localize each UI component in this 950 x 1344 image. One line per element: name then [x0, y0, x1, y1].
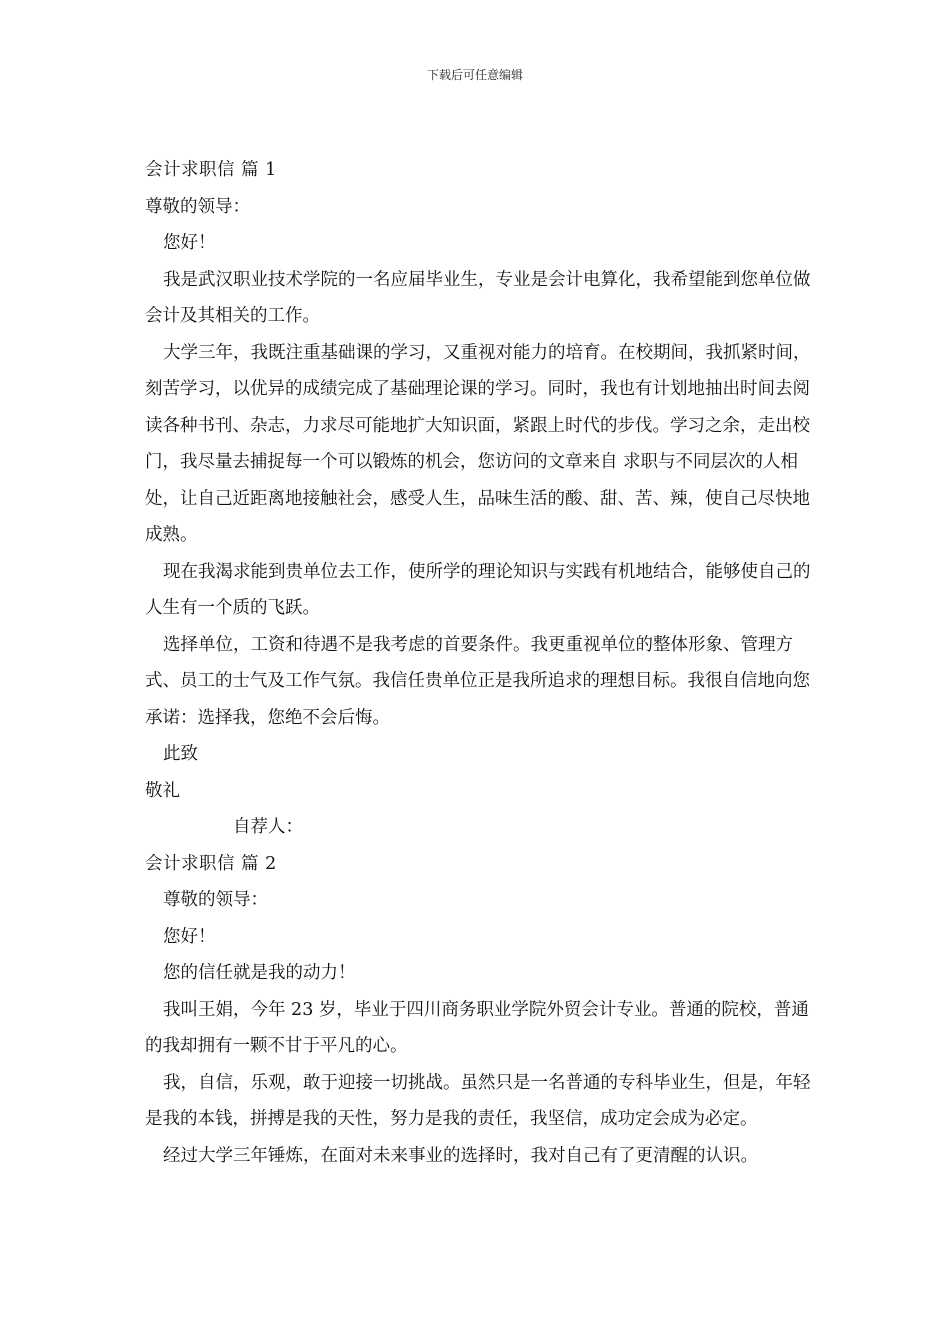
- letter2-paragraph-4: 经过大学三年锤炼，在面对未来事业的选择时，我对自己有了更清醒的认识。: [163, 1145, 758, 1166]
- letter1-salutation: 尊敬的领导：: [145, 196, 250, 217]
- letter2-title: 会计求职信 篇 2: [145, 853, 277, 874]
- document-body: [145, 152, 825, 1174]
- letter1-greeting: 您好！: [163, 233, 216, 253]
- letter1-paragraph-2: 大学三年，我既注重基础课的学习，又重视对能力的培育。在校期间，我抓紧时间，刻苦学习，以优异的成绩完成了基础理论课的学习。同时，我也有计划地抽出时间去阅读各种书刊、杂志，力求尽可能地扩大知识面，紧跟上时代的步伐。学习之余，走出校门，我尽量去捕捉每一个可以锻炼的机会，您访问的文章来自 求职与不同层次的人相处，让自己近距离地接触社会，感受人生，品味生活的酸、甜、苦、辣，使自己尽快地成熟。: [145, 342, 811, 545]
- letter1-paragraph-1: 我是武汉职业技术学院的一名应届毕业生，专业是会计电算化，我希望能到您单位做会计及其相关的工作。: [145, 269, 811, 326]
- letter1-closing-1: 此致: [163, 744, 198, 764]
- letter1-closing-2: 敬礼: [145, 780, 180, 801]
- letter2-paragraph-1: 您的信任就是我的动力！: [163, 963, 356, 983]
- letter2-salutation: 尊敬的领导：: [163, 890, 268, 910]
- letter2-paragraph-2: 我叫王娟，今年 23 岁，毕业于四川商务职业学院外贸会计专业。普通的院校，普通的我却拥有一颗不甘于平凡的心。: [145, 999, 809, 1056]
- letter1-paragraph-4: 选择单位，工资和待遇不是我考虑的首要条件。我更重视单位的整体形象、管理方式、员工的士气及工作气氛。我信任贵单位正是我所追求的理想目标。我很自信地向您承诺：选择我，您绝不会后悔。: [145, 634, 810, 728]
- letter2-greeting: 您好！: [163, 926, 216, 947]
- letter2-paragraph-3: 我，自信，乐观，敢于迎接一切挑战。虽然只是一名普通的专科毕业生，但是，年轻是我的本钱，拼搏是我的天性，努力是我的责任，我坚信，成功定会成为必定。: [145, 1072, 811, 1129]
- letter1-title: 会计求职信 篇 1: [145, 160, 277, 180]
- page-header: 下载后可任意编辑: [426, 68, 523, 82]
- letter1-signature: 自荐人：: [233, 817, 303, 837]
- letter1-paragraph-3: 现在我渴求能到贵单位去工作，使所学的理论知识与实践有机地结合，能够使自己的人生有一个质的飞跃。: [145, 561, 811, 618]
